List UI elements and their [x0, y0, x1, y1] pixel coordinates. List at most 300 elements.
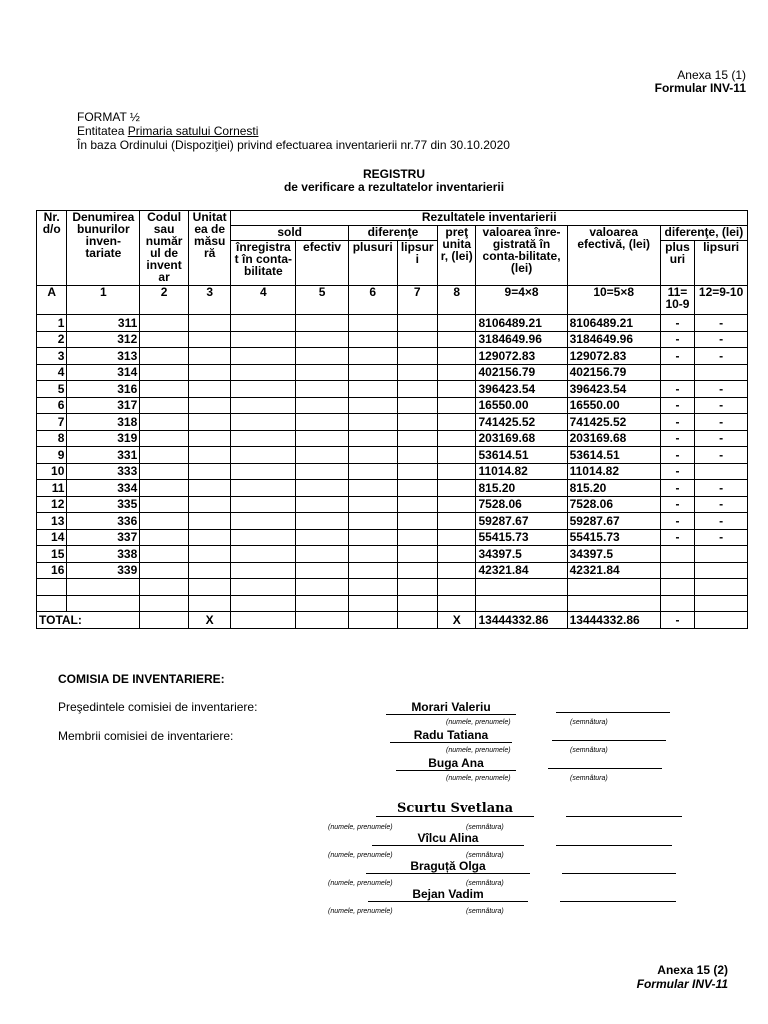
empty-cell — [397, 529, 438, 546]
empty-cell — [140, 348, 189, 365]
row-code: 334 — [67, 480, 140, 497]
empty-cell — [397, 414, 438, 431]
row-diff-minus: - — [695, 414, 748, 431]
row-value-accounting: 8106489.21 — [476, 315, 567, 332]
empty-cell — [397, 480, 438, 497]
empty-cell — [188, 562, 231, 579]
empty-cell — [140, 463, 189, 480]
row-diff-plus — [660, 562, 694, 579]
table-row — [37, 496, 748, 513]
empty-cell — [140, 381, 189, 398]
empty-cell — [348, 364, 397, 381]
empty-cell — [348, 447, 397, 464]
order-line: În baza Ordinului (Dispoziţiei) privind efectuarea inventarierii nr.77 din 30.10.2020 — [77, 138, 510, 152]
row-diff-plus: - — [660, 529, 694, 546]
row-number: 6 — [37, 397, 67, 414]
member-name: Scurtu Svetlana — [376, 802, 534, 817]
empty-cell — [438, 430, 476, 447]
empty-cell — [296, 397, 349, 414]
empty-cell — [296, 414, 349, 431]
row-number: 2 — [37, 331, 67, 348]
header-plusuri: plusuri — [348, 241, 397, 286]
empty-cell — [348, 348, 397, 365]
row-value-accounting: 402156.79 — [476, 364, 567, 381]
row-number: 3 — [37, 348, 67, 365]
empty-cell — [140, 331, 189, 348]
empty-cell — [231, 315, 296, 332]
empty-cell — [348, 496, 397, 513]
row-value-effective: 203169.68 — [567, 430, 660, 447]
table-row — [37, 331, 748, 348]
row-value-accounting: 11014.82 — [476, 463, 567, 480]
caption-signature: (semnătura) — [570, 775, 608, 782]
empty-cell — [188, 529, 231, 546]
empty-cell — [296, 513, 349, 530]
row-value-accounting: 741425.52 — [476, 414, 567, 431]
empty-cell — [231, 480, 296, 497]
header-val-inreg: valoarea înre-gistrată în conta-bilitate, (lei) — [476, 226, 567, 286]
empty-cell — [231, 364, 296, 381]
header-inregistrat: înregistra t în conta-bilitate — [231, 241, 296, 286]
column-numbers-row — [37, 286, 748, 315]
row-number: 10 — [37, 463, 67, 480]
row-diff-plus: - — [660, 480, 694, 497]
empty-cell — [348, 397, 397, 414]
row-diff-minus: - — [695, 447, 748, 464]
row-diff-minus: - — [695, 430, 748, 447]
empty-cell — [397, 348, 438, 365]
row-number: 4 — [37, 364, 67, 381]
row-value-effective: 129072.83 — [567, 348, 660, 365]
empty-cell — [438, 447, 476, 464]
row-value-effective: 8106489.21 — [567, 315, 660, 332]
row-value-accounting: 16550.00 — [476, 397, 567, 414]
member-name: Bejan Vadim — [368, 887, 528, 902]
empty-cell — [397, 381, 438, 398]
empty-cell — [188, 348, 231, 365]
empty-cell — [296, 496, 349, 513]
table-row — [37, 529, 748, 546]
empty-cell — [140, 447, 189, 464]
column-number: A — [37, 286, 67, 315]
empty-cell — [296, 331, 349, 348]
empty-cell — [438, 348, 476, 365]
empty-cell — [140, 513, 189, 530]
table-row — [37, 546, 748, 563]
row-diff-minus: - — [695, 348, 748, 365]
entity-label: Entitatea — [77, 124, 125, 138]
empty-cell — [438, 529, 476, 546]
table-row — [37, 562, 748, 579]
row-code: 337 — [67, 529, 140, 546]
row-value-effective: 11014.82 — [567, 463, 660, 480]
caption-signature: (semnătura) — [466, 824, 504, 831]
empty-cell — [397, 546, 438, 563]
row-value-accounting: 34397.5 — [476, 546, 567, 563]
row-diff-plus: - — [660, 315, 694, 332]
row-value-accounting: 42321.84 — [476, 562, 567, 579]
empty-cell — [140, 414, 189, 431]
register-title: REGISTRU — [362, 167, 425, 181]
empty-cell — [296, 546, 349, 563]
row-diff-minus — [695, 364, 748, 381]
empty-cell — [140, 364, 189, 381]
entity-line — [77, 125, 258, 138]
caption-name: (numele, prenumele) — [328, 852, 393, 859]
total-row — [37, 612, 748, 629]
row-value-effective: 42321.84 — [567, 562, 660, 579]
row-value-effective: 7528.06 — [567, 496, 660, 513]
row-code: 331 — [67, 447, 140, 464]
row-number: 8 — [37, 430, 67, 447]
row-value-effective: 34397.5 — [567, 546, 660, 563]
empty-cell — [188, 546, 231, 563]
signature-line — [560, 901, 676, 902]
row-diff-minus — [695, 546, 748, 563]
empty-cell — [140, 562, 189, 579]
empty-cell — [348, 480, 397, 497]
row-code: 335 — [67, 496, 140, 513]
row-value-effective: 55415.73 — [567, 529, 660, 546]
footer-annex: Anexa 15 (2) — [657, 963, 728, 977]
row-diff-minus: - — [695, 496, 748, 513]
empty-cell — [438, 496, 476, 513]
header-efectiv: efectiv — [296, 241, 349, 286]
empty-row — [37, 595, 748, 612]
empty-cell — [397, 447, 438, 464]
caption-signature: (semnătura) — [570, 747, 608, 754]
empty-cell — [296, 364, 349, 381]
member-name: Radu Tatiana — [390, 728, 512, 743]
inventory-register-table — [36, 210, 748, 629]
empty-cell — [348, 463, 397, 480]
empty-cell — [188, 480, 231, 497]
empty-cell — [348, 381, 397, 398]
empty-cell — [348, 430, 397, 447]
empty-cell — [231, 496, 296, 513]
empty-cell — [348, 414, 397, 431]
row-value-effective: 53614.51 — [567, 447, 660, 464]
row-diff-plus: - — [660, 414, 694, 431]
table-row — [37, 315, 748, 332]
empty-cell — [348, 529, 397, 546]
empty-cell — [348, 331, 397, 348]
row-diff-minus — [695, 463, 748, 480]
row-value-effective: 16550.00 — [567, 397, 660, 414]
caption-signature: (semnătura) — [570, 719, 608, 726]
president-label: Preşedintele comisiei de inventariere: — [58, 700, 258, 714]
empty-cell — [397, 315, 438, 332]
empty-cell — [231, 447, 296, 464]
caption-name: (numele, prenumele) — [446, 775, 511, 782]
caption-signature: (semnătura) — [466, 852, 504, 859]
caption-name: (numele, prenumele) — [446, 719, 511, 726]
empty-cell — [397, 397, 438, 414]
row-diff-minus: - — [695, 315, 748, 332]
empty-cell — [296, 447, 349, 464]
row-diff-plus: - — [660, 331, 694, 348]
empty-cell — [188, 496, 231, 513]
header-denumirea: Denumirea bunurilor inven-tariate — [67, 211, 140, 286]
empty-cell — [348, 546, 397, 563]
row-value-accounting: 203169.68 — [476, 430, 567, 447]
header-codul: Codul sau număr ul de invent ar — [140, 211, 189, 286]
row-number: 1 — [37, 315, 67, 332]
row-diff-plus — [660, 364, 694, 381]
total-x-unit: X — [188, 612, 231, 629]
table-row — [37, 447, 748, 464]
empty-cell — [188, 430, 231, 447]
header-unitatea: Unitat ea de măsu ră — [188, 211, 231, 286]
row-diff-plus: - — [660, 463, 694, 480]
signature-line — [566, 816, 682, 817]
row-diff-plus: - — [660, 496, 694, 513]
header-diferente: diferenţe — [348, 226, 437, 241]
table-row — [37, 364, 748, 381]
row-value-accounting: 7528.06 — [476, 496, 567, 513]
empty-cell — [438, 414, 476, 431]
empty-cell — [438, 480, 476, 497]
column-number: 10=5×8 — [567, 286, 660, 315]
row-code: 333 — [67, 463, 140, 480]
row-code: 311 — [67, 315, 140, 332]
empty-cell — [397, 364, 438, 381]
row-diff-minus — [695, 562, 748, 579]
row-number: 5 — [37, 381, 67, 398]
row-diff-plus: - — [660, 430, 694, 447]
row-number: 9 — [37, 447, 67, 464]
row-diff-minus: - — [695, 331, 748, 348]
empty-cell — [348, 562, 397, 579]
row-diff-plus: - — [660, 397, 694, 414]
table-row — [37, 480, 748, 497]
row-value-accounting: 815.20 — [476, 480, 567, 497]
row-value-accounting: 3184649.96 — [476, 331, 567, 348]
row-number: 15 — [37, 546, 67, 563]
president-name: Morari Valeriu — [386, 700, 516, 715]
register-subtitle: de verificare a rezultatelor inventarierii — [283, 180, 505, 194]
empty-cell — [296, 463, 349, 480]
caption-name: (numele, prenumele) — [328, 908, 393, 915]
header-sold: sold — [231, 226, 348, 241]
row-code: 317 — [67, 397, 140, 414]
empty-cell — [231, 348, 296, 365]
row-value-accounting: 55415.73 — [476, 529, 567, 546]
row-value-effective: 396423.54 — [567, 381, 660, 398]
empty-row — [37, 579, 748, 596]
empty-cell — [438, 397, 476, 414]
footer-form-code: Formular INV-11 — [636, 977, 728, 991]
row-diff-minus: - — [695, 480, 748, 497]
entity-name: Primaria satului Cornesti — [127, 124, 259, 138]
signature-line — [562, 873, 676, 874]
header-nr: Nr. d/o — [37, 211, 67, 286]
caption-name: (numele, prenumele) — [328, 880, 393, 887]
empty-cell — [296, 348, 349, 365]
row-number: 14 — [37, 529, 67, 546]
signature-line — [548, 768, 662, 769]
empty-cell — [188, 331, 231, 348]
caption-name: (numele, prenumele) — [446, 747, 511, 754]
column-number: 5 — [296, 286, 349, 315]
empty-cell — [231, 430, 296, 447]
row-value-accounting: 129072.83 — [476, 348, 567, 365]
table-row — [37, 463, 748, 480]
row-value-effective: 402156.79 — [567, 364, 660, 381]
column-number: 9=4×8 — [476, 286, 567, 315]
empty-cell — [397, 496, 438, 513]
empty-cell — [397, 513, 438, 530]
empty-cell — [140, 315, 189, 332]
empty-cell — [140, 397, 189, 414]
column-number: 6 — [348, 286, 397, 315]
empty-cell — [438, 513, 476, 530]
row-code: 336 — [67, 513, 140, 530]
row-value-effective: 59287.67 — [567, 513, 660, 530]
empty-cell — [397, 562, 438, 579]
row-code: 338 — [67, 546, 140, 563]
total-value-effective: 13444332.86 — [567, 612, 660, 629]
header-lipsuri-lei: lipsuri — [695, 241, 748, 286]
row-diff-plus — [660, 546, 694, 563]
empty-cell — [397, 331, 438, 348]
column-number: 1 — [67, 286, 140, 315]
header-rezultatele: Rezultatele inventarierii — [231, 211, 748, 226]
empty-cell — [231, 381, 296, 398]
row-number: 7 — [37, 414, 67, 431]
row-code: 316 — [67, 381, 140, 398]
row-diff-minus: - — [695, 529, 748, 546]
column-number: 2 — [140, 286, 189, 315]
row-code: 318 — [67, 414, 140, 431]
empty-cell — [438, 562, 476, 579]
commission-title: COMISIA DE INVENTARIERE: — [58, 672, 225, 686]
table-row — [37, 513, 748, 530]
empty-cell — [348, 513, 397, 530]
table-row — [37, 381, 748, 398]
empty-cell — [231, 414, 296, 431]
annex-number: Anexa 15 (1) — [677, 68, 746, 82]
row-number: 12 — [37, 496, 67, 513]
empty-cell — [140, 546, 189, 563]
empty-cell — [231, 463, 296, 480]
empty-cell — [296, 381, 349, 398]
total-diff-plus: - — [660, 612, 694, 629]
empty-cell — [231, 562, 296, 579]
header-diferente-lei: diferenţe, (lei) — [660, 226, 747, 241]
empty-cell — [438, 315, 476, 332]
signature-line — [556, 712, 670, 713]
row-code: 312 — [67, 331, 140, 348]
empty-cell — [438, 546, 476, 563]
row-number: 11 — [37, 480, 67, 497]
empty-cell — [296, 315, 349, 332]
row-value-accounting: 53614.51 — [476, 447, 567, 464]
header-pret: preţ unita r, (lei) — [438, 226, 476, 286]
row-value-accounting: 396423.54 — [476, 381, 567, 398]
empty-cell — [296, 529, 349, 546]
column-number: 11= 10-9 — [660, 286, 694, 315]
form-code: Formular INV-11 — [654, 81, 746, 95]
member-name: Buga Ana — [396, 756, 516, 771]
caption-signature: (semnătura) — [466, 880, 504, 887]
row-code: 313 — [67, 348, 140, 365]
table-row — [37, 348, 748, 365]
empty-cell — [231, 513, 296, 530]
row-diff-minus: - — [695, 397, 748, 414]
empty-cell — [296, 480, 349, 497]
empty-cell — [140, 496, 189, 513]
empty-cell — [438, 331, 476, 348]
column-number: 12=9-10 — [695, 286, 748, 315]
row-diff-minus: - — [695, 381, 748, 398]
row-value-accounting: 59287.67 — [476, 513, 567, 530]
empty-cell — [140, 480, 189, 497]
row-diff-plus: - — [660, 381, 694, 398]
row-code: 319 — [67, 430, 140, 447]
empty-cell — [188, 381, 231, 398]
empty-cell — [438, 364, 476, 381]
empty-cell — [231, 546, 296, 563]
format-label: FORMAT ½ — [77, 110, 140, 124]
row-diff-plus: - — [660, 513, 694, 530]
empty-cell — [188, 463, 231, 480]
empty-cell — [188, 364, 231, 381]
row-diff-minus: - — [695, 513, 748, 530]
signature-line — [552, 740, 666, 741]
row-diff-plus: - — [660, 447, 694, 464]
empty-cell — [296, 562, 349, 579]
column-number: 4 — [231, 286, 296, 315]
total-label: TOTAL: — [37, 612, 140, 629]
member-name: Vîlcu Alina — [372, 831, 524, 846]
header-val-efectiva: valoarea efectivă, (lei) — [567, 226, 660, 286]
column-number: 3 — [188, 286, 231, 315]
table-row — [37, 430, 748, 447]
caption-name: (numele, prenumele) — [328, 824, 393, 831]
header-plusuri-lei: plus uri — [660, 241, 694, 286]
empty-cell — [140, 430, 189, 447]
row-code: 339 — [67, 562, 140, 579]
empty-cell — [188, 513, 231, 530]
row-number: 13 — [37, 513, 67, 530]
empty-cell — [231, 397, 296, 414]
empty-cell — [438, 381, 476, 398]
column-number: 8 — [438, 286, 476, 315]
member-name: Braguță Olga — [366, 859, 530, 874]
empty-cell — [348, 315, 397, 332]
caption-signature: (semnătura) — [466, 908, 504, 915]
signature-line — [556, 845, 672, 846]
column-number: 7 — [397, 286, 438, 315]
empty-cell — [188, 414, 231, 431]
total-value-accounting: 13444332.86 — [476, 612, 567, 629]
table-row — [37, 397, 748, 414]
empty-cell — [296, 430, 349, 447]
row-value-effective: 815.20 — [567, 480, 660, 497]
empty-cell — [188, 397, 231, 414]
empty-cell — [140, 529, 189, 546]
table-row — [37, 414, 748, 431]
empty-cell — [397, 430, 438, 447]
empty-cell — [438, 463, 476, 480]
empty-cell — [397, 463, 438, 480]
members-label: Membrii comisiei de inventariere: — [58, 729, 234, 743]
empty-cell — [231, 331, 296, 348]
row-value-effective: 741425.52 — [567, 414, 660, 431]
row-code: 314 — [67, 364, 140, 381]
empty-cell — [231, 529, 296, 546]
